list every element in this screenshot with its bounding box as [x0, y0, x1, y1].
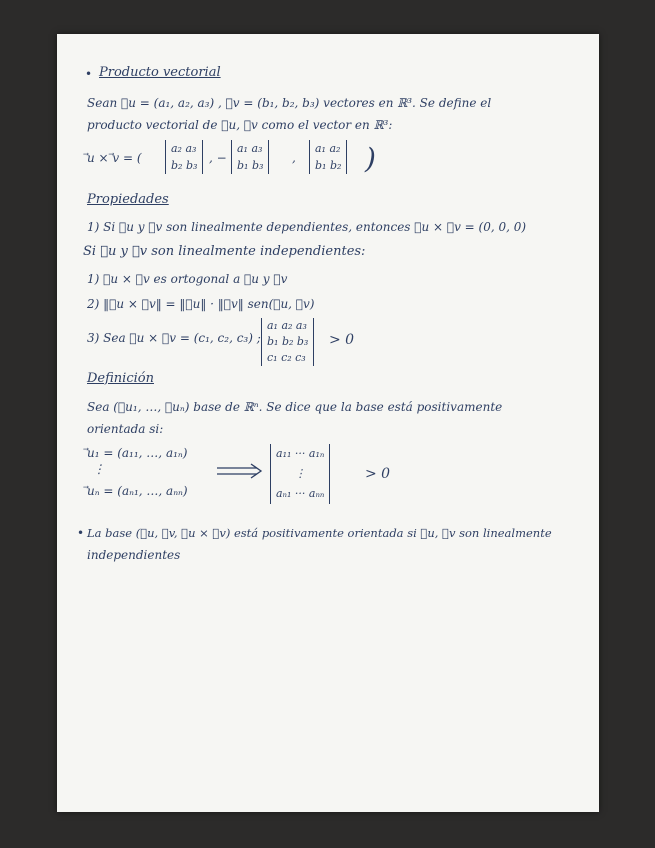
- final-bullet: •: [77, 526, 85, 540]
- page-title: Producto vectorial: [99, 65, 221, 80]
- vector-u1: ⃗u₁ = (a₁₁, …, a₁ₙ): [87, 446, 188, 460]
- property-dependent: 1) Si ⃗u y ⃗v son linealmente dependientes, entonces ⃗u × ⃗v = (0, 0, 0): [87, 220, 527, 234]
- determinant-nxn: [270, 444, 330, 504]
- property-3: 3) Sea ⃗u × ⃗v = (c₁, c₂, c₃) ;: [87, 331, 261, 345]
- notebook-page: [57, 34, 599, 812]
- determinant-2: [231, 140, 269, 174]
- greater-than-zero: > 0: [329, 332, 355, 348]
- det-row: a₁₁ ··· a₁ₙ: [276, 447, 325, 460]
- definition-line-2: orientada si:: [87, 422, 164, 436]
- det3-row: a₁ a₂: [315, 142, 341, 155]
- property-1: 1) ⃗u × ⃗v es ortogonal a ⃗u y ⃗v: [87, 272, 288, 286]
- property-independent-intro: Si ⃗u y ⃗v son linealmente independientes:: [83, 244, 366, 259]
- greater-than-zero-n: > 0: [365, 466, 391, 482]
- det-row: ⋮: [294, 467, 306, 480]
- determinant-3x3: [261, 318, 314, 366]
- det-row: b₁ b₂ b₃: [267, 335, 309, 348]
- final-line-2: independientes: [87, 548, 181, 562]
- determinant-3: [309, 140, 347, 174]
- final-line-1: La base (⃗u, ⃗v, ⃗u × ⃗v) está positivamente orientada si ⃗u, ⃗v son linealmente: [87, 526, 552, 540]
- intro-line-1: Sean ⃗u = (a₁, a₂, a₃) , ⃗v = (b₁, b₂, b₃) vectores en ℝ³. Se define el: [87, 96, 492, 110]
- vertical-dots: ⋮: [93, 462, 105, 476]
- det3-row: b₁ b₂: [315, 159, 342, 172]
- det1-row: a₂ a₃: [171, 142, 197, 155]
- det-separator: ,: [292, 151, 296, 165]
- det2-row: a₁ a₃: [237, 142, 263, 155]
- property-2: 2) ‖⃗u × ⃗v‖ = ‖⃗u‖ · ‖⃗v‖ sen(⃗u, ⃗v): [87, 297, 315, 311]
- properties-heading: Propiedades: [87, 192, 169, 207]
- det-row: c₁ c₂ c₃: [267, 351, 306, 364]
- determinant-1: [165, 140, 203, 174]
- det2-row: b₁ b₃: [237, 159, 264, 172]
- implies-arrow-icon: [215, 462, 265, 480]
- det-row: a₁ a₂ a₃: [267, 319, 307, 332]
- cross-rhs: ): [365, 142, 376, 175]
- title-bullet: •: [85, 67, 93, 81]
- cross-lhs: ⃗u × ⃗v = (: [87, 151, 142, 165]
- det1-row: b₂ b₃: [171, 159, 198, 172]
- definition-heading: Definición: [87, 371, 154, 386]
- det-row: aₙ₁ ··· aₙₙ: [276, 487, 325, 500]
- intro-line-2: producto vectorial de ⃗u, ⃗v como el vector en ℝ³:: [87, 118, 393, 132]
- vector-un: ⃗uₙ = (aₙ₁, …, aₙₙ): [87, 484, 188, 498]
- det-separator: , −: [209, 151, 227, 165]
- definition-line-1: Sea (⃗u₁, …, ⃗uₙ) base de ℝⁿ. Se dice que la base está positivamente: [87, 400, 503, 414]
